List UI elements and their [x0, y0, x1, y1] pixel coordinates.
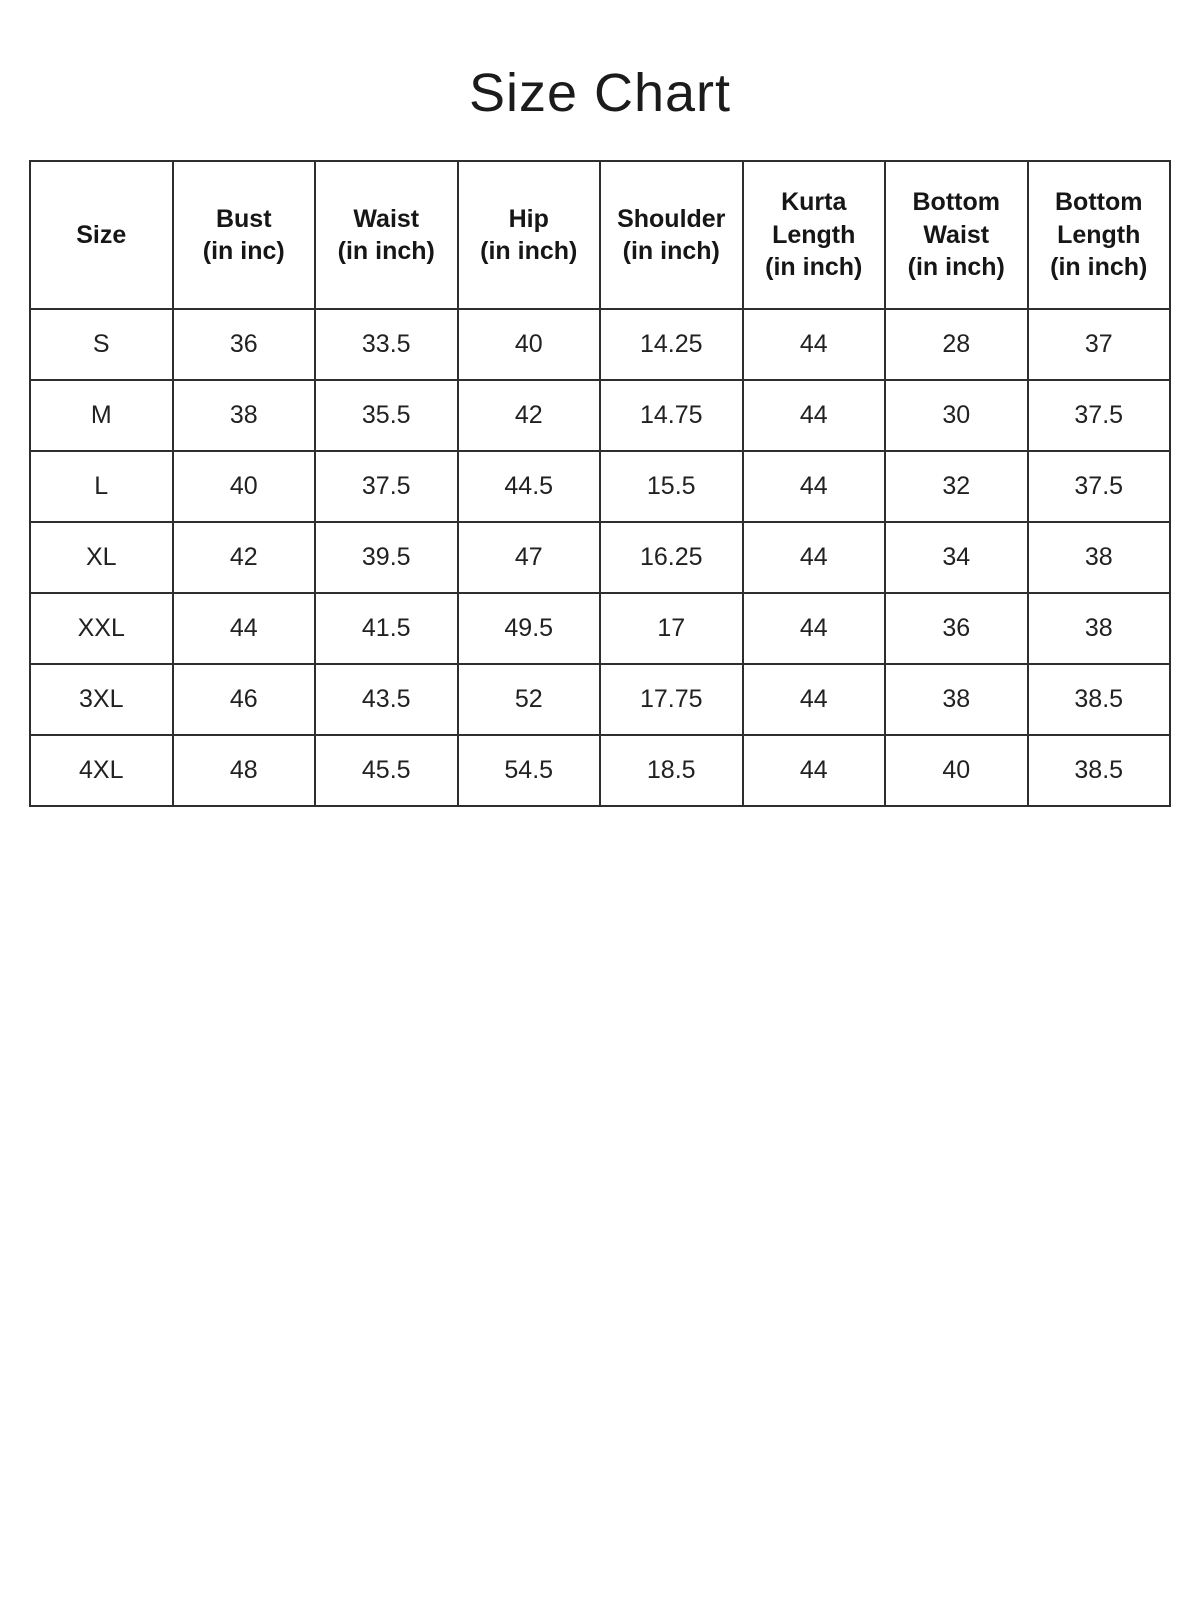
value-cell: 40 — [458, 309, 601, 380]
header-cell-bust — [173, 161, 316, 309]
header-unit-label: (in inch) — [1050, 253, 1148, 282]
header-label: Shoulder — [617, 204, 726, 233]
value-cell: 44 — [743, 451, 886, 522]
header-cell-bottom-length — [1028, 161, 1171, 309]
value-cell: 30 — [885, 380, 1028, 451]
value-cell: 33.5 — [315, 309, 458, 380]
value-cell: 32 — [885, 451, 1028, 522]
value-cell: 48 — [173, 735, 316, 806]
value-cell: 54.5 — [458, 735, 601, 806]
value-cell: 34 — [885, 522, 1028, 593]
value-cell: 40 — [173, 451, 316, 522]
header-label: Waist — [353, 204, 420, 233]
header-unit-label: (in inc) — [202, 237, 285, 265]
header-cell-bottom-waist — [885, 161, 1028, 309]
value-cell: 37.5 — [315, 451, 458, 522]
value-cell: 38 — [1028, 522, 1171, 593]
value-cell: 38 — [1028, 593, 1171, 664]
value-cell: 44 — [743, 380, 886, 451]
value-cell: 16.25 — [600, 522, 743, 593]
header-label: Bust — [215, 204, 272, 233]
value-cell: 15.5 — [600, 451, 743, 522]
header-label: Kurta Length — [772, 188, 856, 249]
header-cell-kurta-length — [743, 161, 886, 309]
value-cell: 44 — [743, 522, 886, 593]
header-unit-label: (in inch) — [622, 237, 720, 265]
table-row-s — [30, 309, 1170, 380]
value-cell: 36 — [173, 309, 316, 380]
size-cell: M — [30, 380, 173, 451]
header-cell-size — [30, 161, 173, 309]
size-chart-table — [29, 160, 1171, 807]
value-cell: 44 — [173, 593, 316, 664]
value-cell: 49.5 — [458, 593, 601, 664]
table-header — [30, 161, 1170, 309]
value-cell: 17 — [600, 593, 743, 664]
value-cell: 44 — [743, 309, 886, 380]
value-cell: 38 — [885, 664, 1028, 735]
size-cell: XXL — [30, 593, 173, 664]
value-cell: 40 — [885, 735, 1028, 806]
header-label: Bottom Length — [1055, 188, 1143, 249]
value-cell: 42 — [173, 522, 316, 593]
table-row-3xl — [30, 664, 1170, 735]
value-cell: 14.75 — [600, 380, 743, 451]
table-row-4xl — [30, 735, 1170, 806]
value-cell: 45.5 — [315, 735, 458, 806]
value-cell: 44 — [743, 735, 886, 806]
header-label: Hip — [508, 204, 549, 233]
header-unit-label: (in inch) — [337, 237, 435, 265]
value-cell: 17.75 — [600, 664, 743, 735]
size-cell: S — [30, 309, 173, 380]
value-cell: 37 — [1028, 309, 1171, 380]
value-cell: 38.5 — [1028, 735, 1171, 806]
value-cell: 39.5 — [315, 522, 458, 593]
header-row — [30, 161, 1170, 309]
header-unit-label: (in inch) — [765, 253, 863, 282]
value-cell: 41.5 — [315, 593, 458, 664]
header-label: Bottom Waist — [912, 188, 1000, 249]
size-cell: 3XL — [30, 664, 173, 735]
header-label: Size — [76, 220, 127, 249]
value-cell: 47 — [458, 522, 601, 593]
value-cell: 36 — [885, 593, 1028, 664]
value-cell: 37.5 — [1028, 380, 1171, 451]
value-cell: 44 — [743, 664, 886, 735]
value-cell: 37.5 — [1028, 451, 1171, 522]
value-cell: 42 — [458, 380, 601, 451]
table-body — [30, 309, 1170, 806]
value-cell: 14.25 — [600, 309, 743, 380]
header-cell-waist — [315, 161, 458, 309]
value-cell: 44 — [743, 593, 886, 664]
table-row-xxl — [30, 593, 1170, 664]
header-unit-label: (in inch) — [480, 237, 578, 265]
header-cell-shoulder — [600, 161, 743, 309]
size-cell: 4XL — [30, 735, 173, 806]
value-cell: 44.5 — [458, 451, 601, 522]
table-row-l — [30, 451, 1170, 522]
header-cell-hip — [458, 161, 601, 309]
header-unit-label: (in inch) — [907, 253, 1005, 282]
size-cell: L — [30, 451, 173, 522]
table-row-m — [30, 380, 1170, 451]
value-cell: 43.5 — [315, 664, 458, 735]
page-title: Size Chart — [468, 63, 732, 123]
value-cell: 35.5 — [315, 380, 458, 451]
value-cell: 38 — [173, 380, 316, 451]
table-row-xl — [30, 522, 1170, 593]
value-cell: 38.5 — [1028, 664, 1171, 735]
value-cell: 28 — [885, 309, 1028, 380]
value-cell: 46 — [173, 664, 316, 735]
value-cell: 52 — [458, 664, 601, 735]
value-cell: 18.5 — [600, 735, 743, 806]
size-cell: XL — [30, 522, 173, 593]
